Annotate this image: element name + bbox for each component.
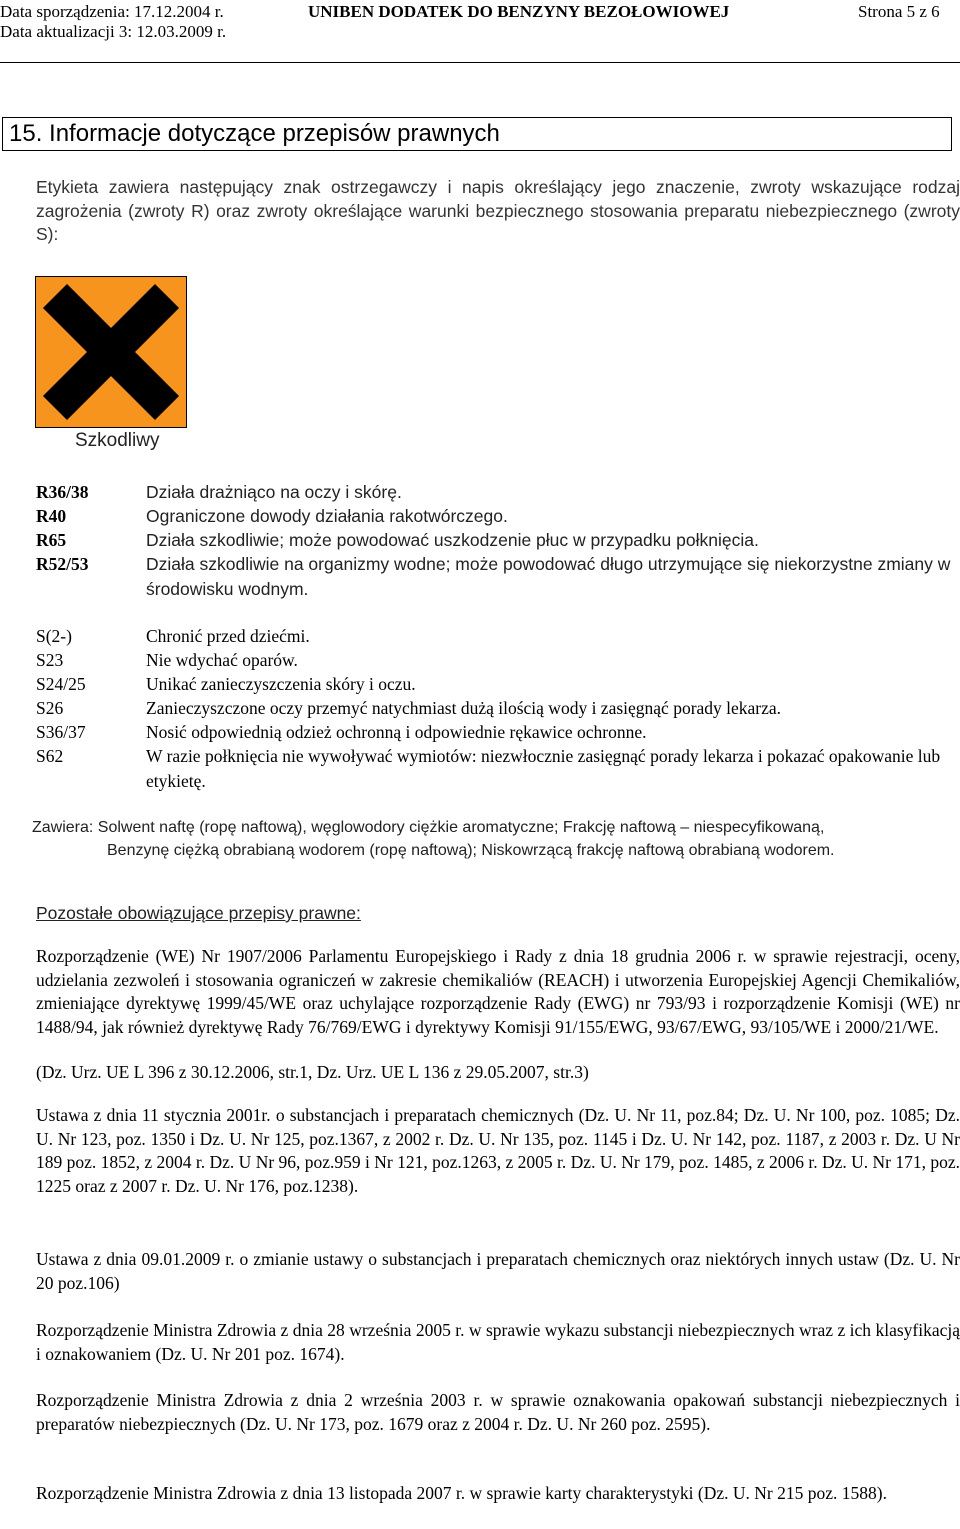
intro-paragraph: Etykieta zawiera następujący znak ostrzegawczy i napis określający jego znaczenie, zwroty wskazujące rodzaj zagrożenia (zwroty R) oraz zwroty określające warunki bezpiecznego stosowania preparatu niebezpiecznego (zwroty S): (36, 177, 960, 244)
product-name: UNIBEN DODATEK DO BENZYNY BEZOŁOWIOWEJ (308, 2, 730, 21)
s-text: Zanieczyszczone oczy przemyć natychmiast dużą ilością wody i zasięgnąć porady lekarza. (146, 698, 782, 718)
regulation-item: Rozporządzenie Ministra Zdrowia z dnia 28 września 2005 r. w sprawie wykazu substancji niebezpiecznych wraz z ich klasyfikacją i oznakowaniem (Dz. U. Nr 201 poz. 1674). (36, 1320, 960, 1364)
regulation-item: Rozporządzenie (WE) Nr 1907/2006 Parlamentu Europejskiego i Rady z dnia 18 grudnia 2006 r. w sprawie rejestracji, oceny, udzielania zezwoleń i stosowania ograniczeń w zakresie chemikaliów (REACH) i utworzenia Europejskiej Agencji Chemikaliów, zmieniające dyrektywę 1999/45/WE oraz uchylające rozporządzenie Rady (EWG) nr 793/93 i rozporządzenie Komisji (WE) nr 1488/94, jak również dyrektywę Rady 76/769/EWG i dyrektywy Komisji 91/155/EWG, 93/67/EWG, 93/105/WE i 2000/21/WE. (36, 946, 960, 1037)
s-text: Nie wdychać oparów. (146, 650, 298, 670)
section-title: 15. Informacje dotyczące przepisów prawnych (2, 117, 952, 151)
regulation-item: Ustawa z dnia 09.01.2009 r. o zmianie ustawy o substancjach i preparatach chemicznych oraz niektórych innych ustaw (Dz. U. Nr 20 poz.106) (36, 1249, 960, 1293)
r-text: Działa szkodliwie na organizmy wodne; może powodować długo utrzymujące się niekorzystne zmiany w środowisku wodnym. (146, 554, 951, 599)
harmful-x-icon (35, 276, 187, 428)
other-regs-heading: Pozostałe obowiązujące przepisy prawne: (36, 903, 361, 923)
s-text: Chronić przed dziećmi. (146, 626, 310, 646)
regulation-item: Rozporządzenie Ministra Zdrowia z dnia 2 września 2003 r. w sprawie oznakowania opakowań substancji niebezpiecznych i preparatów niebezpiecznych (Dz. U. Nr 173, poz. 1679 oraz z 2004 r. Dz. U. Nr 260 poz. 2595). (36, 1390, 960, 1434)
contains-line-1: Zawiera: Solwent naftę (ropę naftową), węglowodory ciężkie aromatyczne; Frakcję naftową – niespecyfikowaną, (32, 819, 825, 836)
s-text: Nosić odpowiednią odzież ochronną i odpowiednie rękawice ochronne. (146, 722, 647, 742)
s-code: S36/37 (36, 722, 86, 742)
regulation-item: Ustawa z dnia 11 stycznia 2001r. o substancjach i preparatach chemicznych (Dz. U. Nr 11, poz.84; Dz. U. Nr 100, poz. 1085; Dz. U. Nr 123, poz. 1350 i Dz. U. Nr 125, poz.1367, z 2002 r. Dz. U. Nr 135, poz. 1145 i Dz. U. Nr 142, poz. 1187, z 2003 r. Dz. U Nr 189 poz. 1852, z 2004 r. Dz. U Nr 96, poz.959 i Nr 121, poz.1263, z 2005 r. Dz. U. Nr 179, poz. 1485, z 2006 r. Dz. U. Nr 171, poz. 1225 oraz z 2007 r. Dz. U. Nr 176, poz.1238). (36, 1105, 960, 1196)
header-divider (0, 62, 960, 63)
contains-note (32, 816, 932, 862)
s-code: S26 (36, 698, 64, 718)
r-text: Działa drażniąco na oczy i skórę. (146, 482, 402, 502)
s-code: S24/25 (36, 674, 86, 694)
s-text: W razie połknięcia nie wywoływać wymiotów: niezwłocznie zasięgnąć porady lekarza i pokazać opakowanie lub etykietę. (146, 746, 941, 791)
regulation-item: (Dz. Urz. UE L 396 z 30.12.2006, str.1, Dz. Urz. UE L 136 z 29.05.2007, str.3) (36, 1062, 589, 1082)
symbol-caption: Szkodliwy (75, 430, 160, 451)
r-code: R40 (36, 506, 67, 526)
s-code: S(2-) (36, 626, 72, 646)
r-code: R52/53 (36, 554, 89, 574)
created-date: Data sporządzenia: 17.12.2004 r. (0, 2, 224, 21)
s-code: S23 (36, 650, 64, 670)
r-text: Ograniczone dowody działania rakotwórczego. (146, 506, 508, 526)
r-code: R65 (36, 530, 67, 550)
s-code: S62 (36, 746, 64, 766)
regulation-item: Rozporządzenie Ministra Zdrowia z dnia 13 listopada 2007 r. w sprawie karty charakterystyki (Dz. U. Nr 215 poz. 1588). (36, 1483, 887, 1503)
s-text: Unikać zanieczyszczenia skóry i oczu. (146, 674, 416, 694)
updated-date: Data aktualizacji 3: 12.03.2009 r. (0, 22, 227, 41)
r-text: Działa szkodliwie; może powodować uszkodzenie płuc w przypadku połknięcia. (146, 530, 759, 550)
header-dates (0, 2, 226, 42)
contains-line-2: Benzynę ciężką obrabianą wodorem (ropę naftową); Niskowrzącą frakcję naftową obrabianą wodorem. (107, 842, 835, 859)
r-code: R36/38 (36, 482, 89, 502)
page-number: Strona 5 z 6 (858, 2, 940, 21)
